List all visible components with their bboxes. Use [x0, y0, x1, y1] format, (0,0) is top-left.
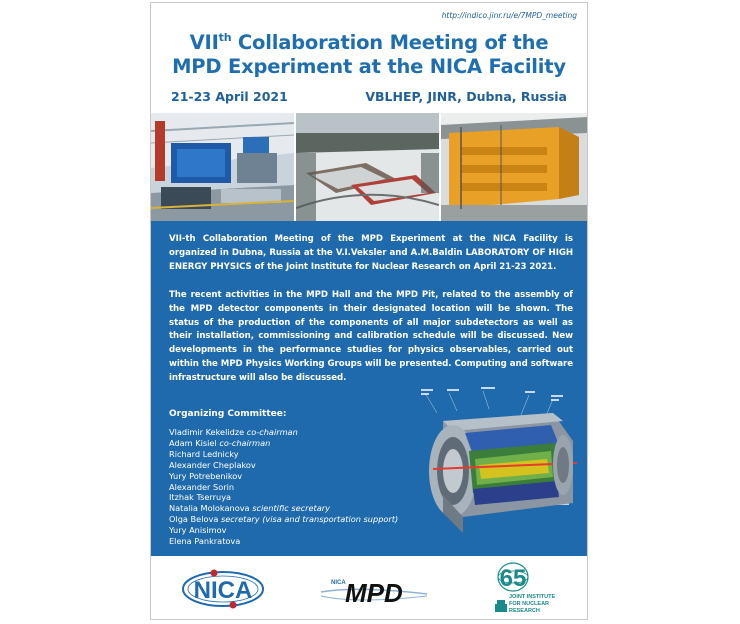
- committee-member: Natalia Molokanova scientific secretary: [169, 503, 330, 514]
- committee-member: Alexander Sorin: [169, 481, 235, 492]
- mpd-detector-diagram: [413, 385, 581, 543]
- yellow-magnet-yoke-photo: [441, 113, 587, 221]
- mpd-hall-photo: [151, 113, 294, 221]
- committee-member: Alexander Cheplakov: [169, 459, 256, 470]
- description-panel: [151, 221, 587, 556]
- poster: [150, 2, 588, 620]
- committee-heading: Organizing Committee:: [169, 409, 287, 419]
- intro-paragraph: VII-th Collaboration Meeting of the MPD Experiment at the NICA Facility is organized in Dubna, Russia at the V.I.Veksler and A.M.Baldin LABORATORY OF HIGH ENERGY PHYSICS of the Joint Institute for Nuclear Research on April 21-23 2021.: [169, 234, 573, 272]
- committee-member: Adam Kisiel co-chairman: [169, 437, 271, 448]
- meeting-date: 21-23 April 2021: [171, 89, 288, 104]
- committee-list: [169, 427, 398, 547]
- nica-logo-text: NICA: [193, 577, 253, 604]
- jinr-65-logo: [493, 560, 579, 618]
- jinr-text-line-2: FOR NUCLEAR: [509, 601, 550, 607]
- mpd-logo: [317, 574, 435, 608]
- nica-logo: [181, 568, 265, 610]
- jinr-65-number: 65: [499, 565, 527, 592]
- committee-member: Olga Belova secretary (visa and transportation support): [169, 514, 399, 525]
- committee-member: Elena Pankratova: [169, 536, 241, 547]
- meeting-url-link[interactable]: http://indico.jinr.ru/e/7MPD_meeting: [441, 11, 577, 20]
- committee-member: Vladimir Kekelidze co-chairman: [169, 427, 298, 437]
- committee-member: Itzhak Tserruya: [169, 492, 232, 503]
- meeting-location: VBLHEP, JINR, Dubna, Russia: [365, 89, 567, 104]
- committee-member: Richard Lednicky: [169, 448, 239, 459]
- committee-member: Yury Anisimov: [169, 525, 227, 536]
- mpd-logo-text: MPD: [345, 578, 403, 608]
- aerial-winter-photo: [296, 113, 439, 221]
- committee-member: Yury Potrebenikov: [169, 470, 243, 481]
- title-line-2: MPD Experiment at the NICA Facility: [172, 55, 566, 78]
- jinr-text-line-1: JOINT INSTITUTE: [509, 594, 556, 600]
- mpd-logo-small-text: NICA: [331, 580, 346, 586]
- details-paragraph: The recent activities in the MPD Hall and the MPD Pit, related to the assembly of the MPD detector components in their designated location will be shown. The status of the production of the components of all major subdetectors as well as their installation, commissioning and calibration schedule will be discussed. New developments in the performance studies for physics observables, carried out within the MPD Physics Working Groups will be presented. Computing and software infrastructure will also be discussed.: [169, 290, 573, 383]
- title-line-1: VIIth Collaboration Meeting of the: [189, 31, 549, 54]
- jinr-text-line-3: RESEARCH: [509, 608, 540, 614]
- sponsor-logos: [151, 556, 587, 620]
